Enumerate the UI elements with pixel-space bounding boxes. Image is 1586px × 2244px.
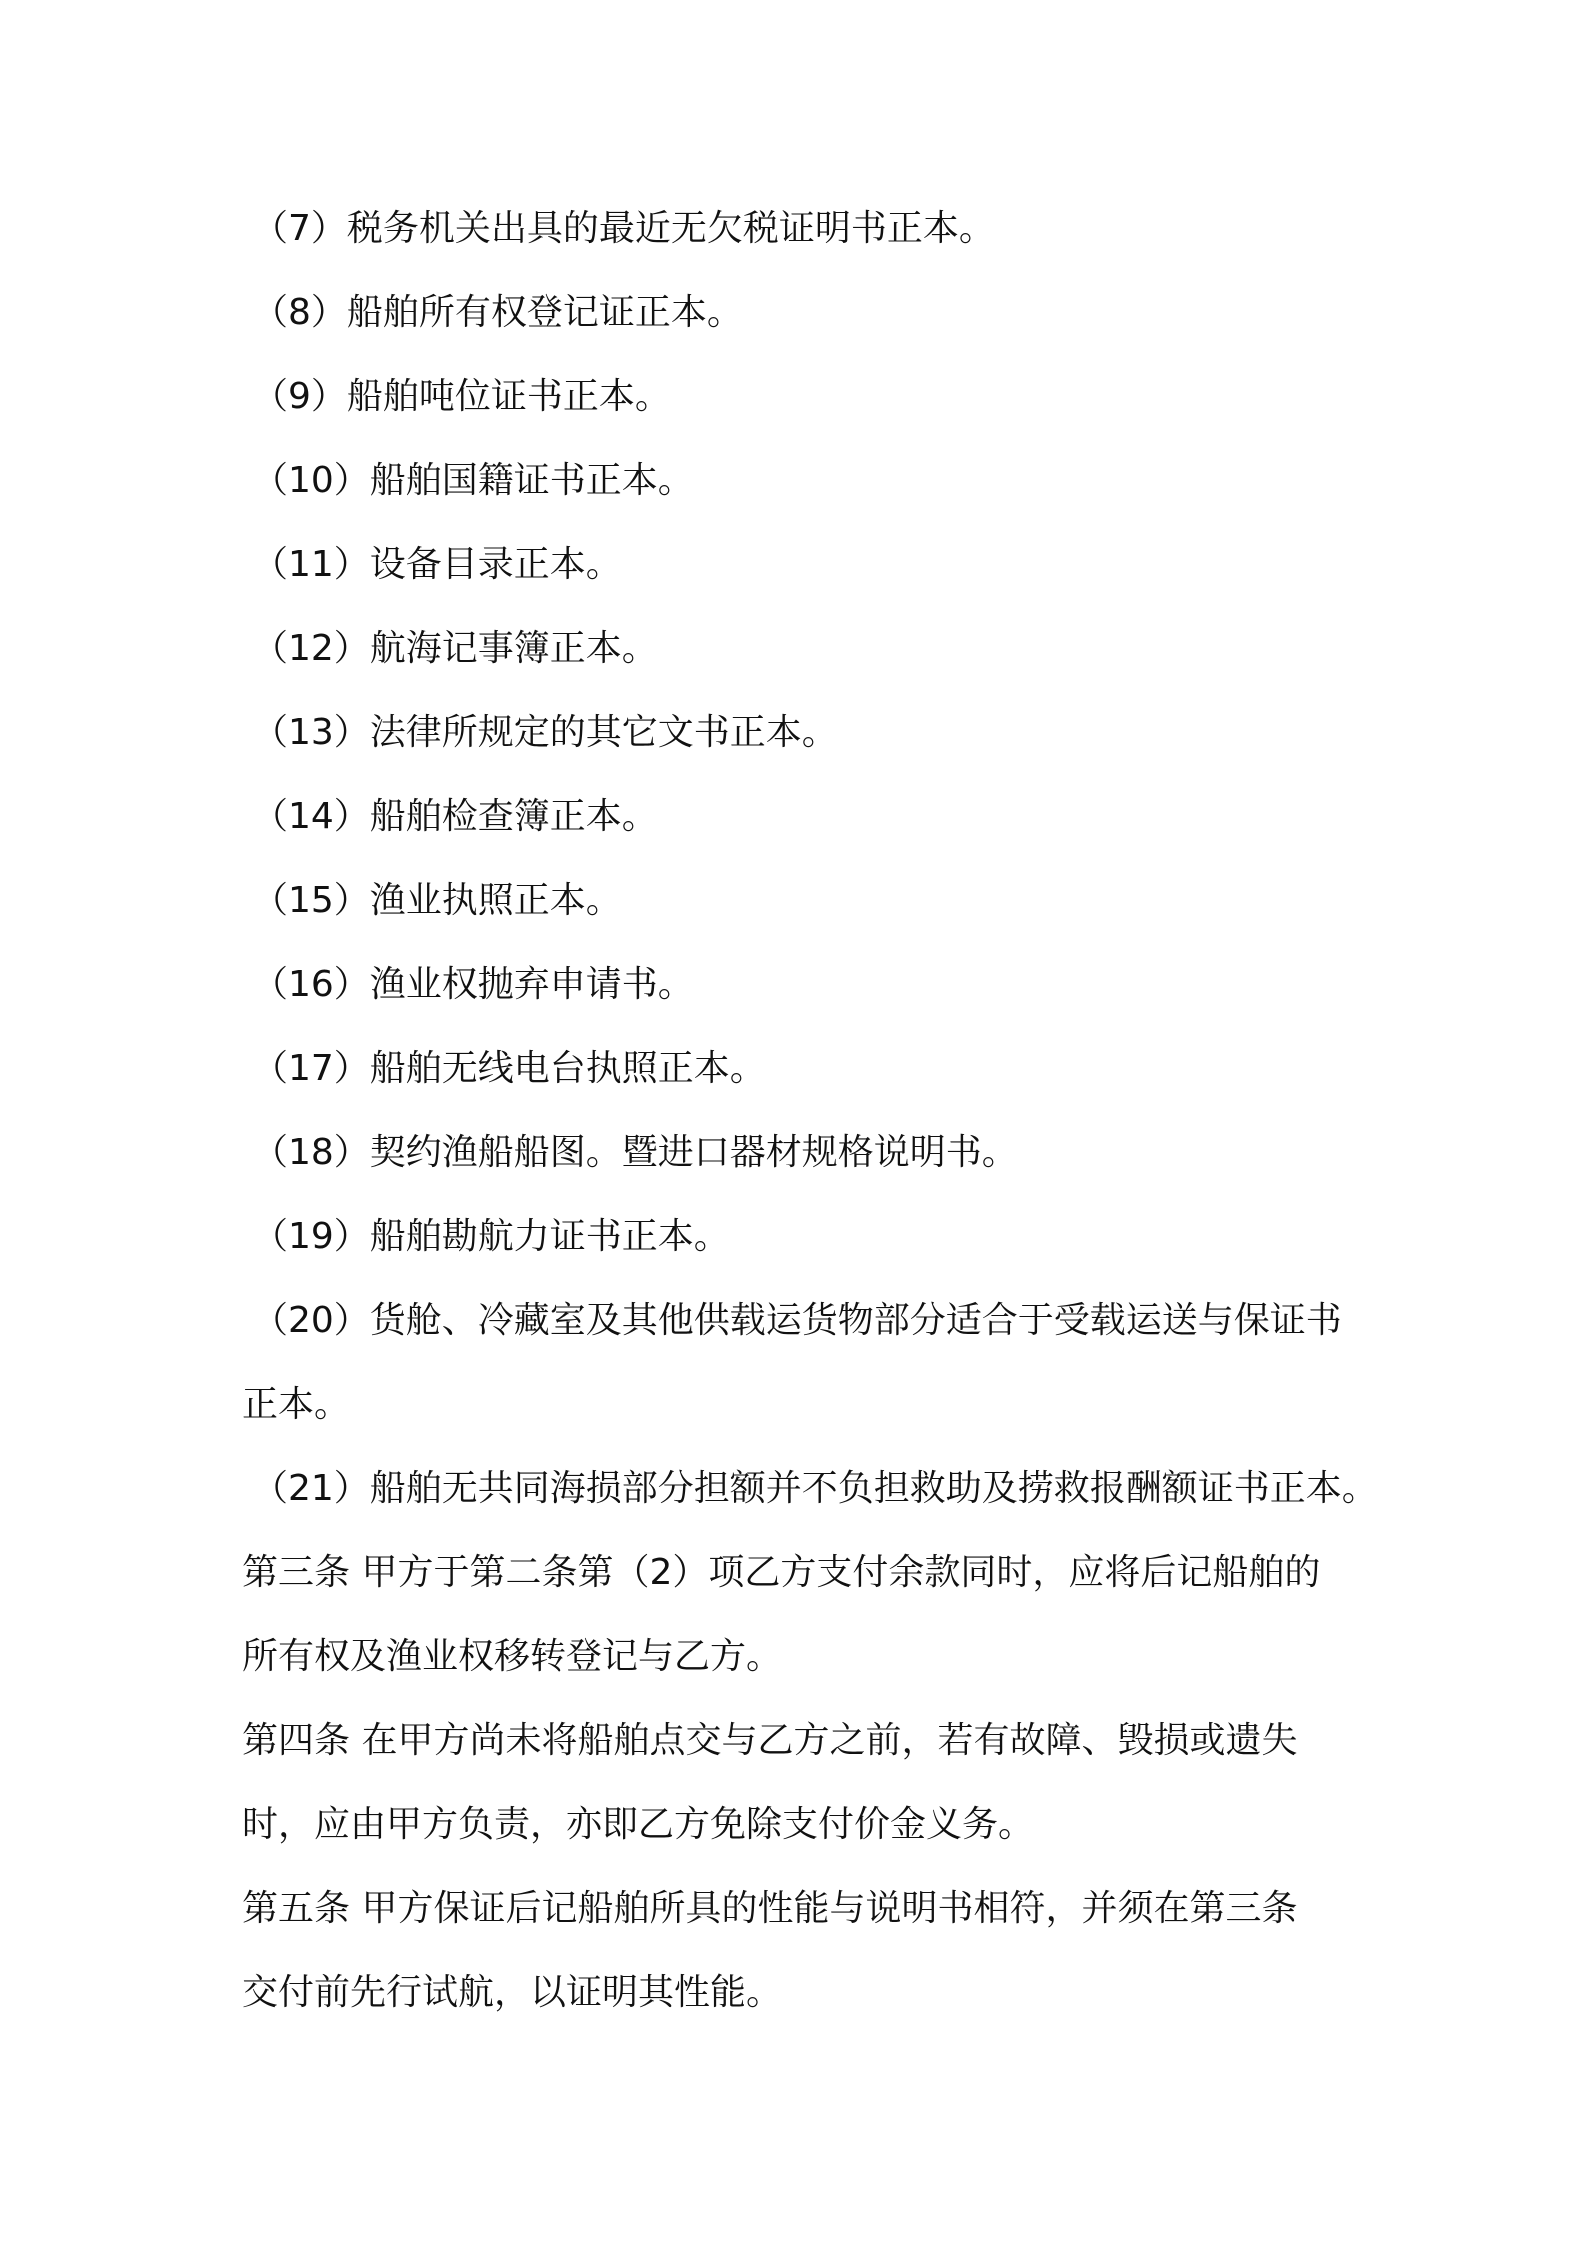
item-10: （10）船舶国籍证书正本。 — [252, 460, 694, 501]
item-18: （18）契约渔船船图。暨进口器材规格说明书。 — [252, 1132, 1018, 1173]
item-16: （16）渔业权抛弃申请书。 — [252, 964, 694, 1005]
article-5-line-2: 交付前先行试航，以证明其性能。 — [242, 1972, 783, 2013]
item-21: （21）船舶无共同海损部分担额并不负担救助及捞救报酬额证书正本。 — [252, 1468, 1378, 1509]
item-9: （9）船舶吨位证书正本。 — [252, 376, 671, 417]
article-3-line-2: 所有权及渔业权移转登记与乙方。 — [242, 1636, 783, 1677]
item-20: （20）货舱、冷藏室及其他供载运货物部分适合于受载运送与保证书 — [252, 1300, 1342, 1341]
item-15: （15）渔业执照正本。 — [252, 880, 622, 921]
item-7: （7）税务机关出具的最近无欠税证明书正本。 — [252, 208, 995, 249]
item-13: （13）法律所规定的其它文书正本。 — [252, 712, 838, 753]
item-14: （14）船舶检查簿正本。 — [252, 796, 658, 837]
article-4-line-2: 时，应由甲方负责，亦即乙方免除支付价金义务。 — [242, 1804, 1035, 1845]
item-17: （17）船舶无线电台执照正本。 — [252, 1048, 766, 1089]
item-12: （12）航海记事簿正本。 — [252, 628, 658, 669]
article-3-line-1: 第三条 甲方于第二条第（2）项乙方支付余款同时，应将后记船舶的 — [242, 1552, 1321, 1593]
item-19: （19）船舶勘航力证书正本。 — [252, 1216, 730, 1257]
article-5-line-1: 第五条 甲方保证后记船舶所具的性能与说明书相符，并须在第三条 — [242, 1888, 1298, 1929]
item-20-continuation: 正本。 — [242, 1384, 351, 1425]
article-4-line-1: 第四条 在甲方尚未将船舶点交与乙方之前，若有故障、毁损或遗失 — [242, 1720, 1298, 1761]
item-11: （11）设备目录正本。 — [252, 544, 622, 585]
item-8: （8）船舶所有权登记证正本。 — [252, 292, 743, 333]
